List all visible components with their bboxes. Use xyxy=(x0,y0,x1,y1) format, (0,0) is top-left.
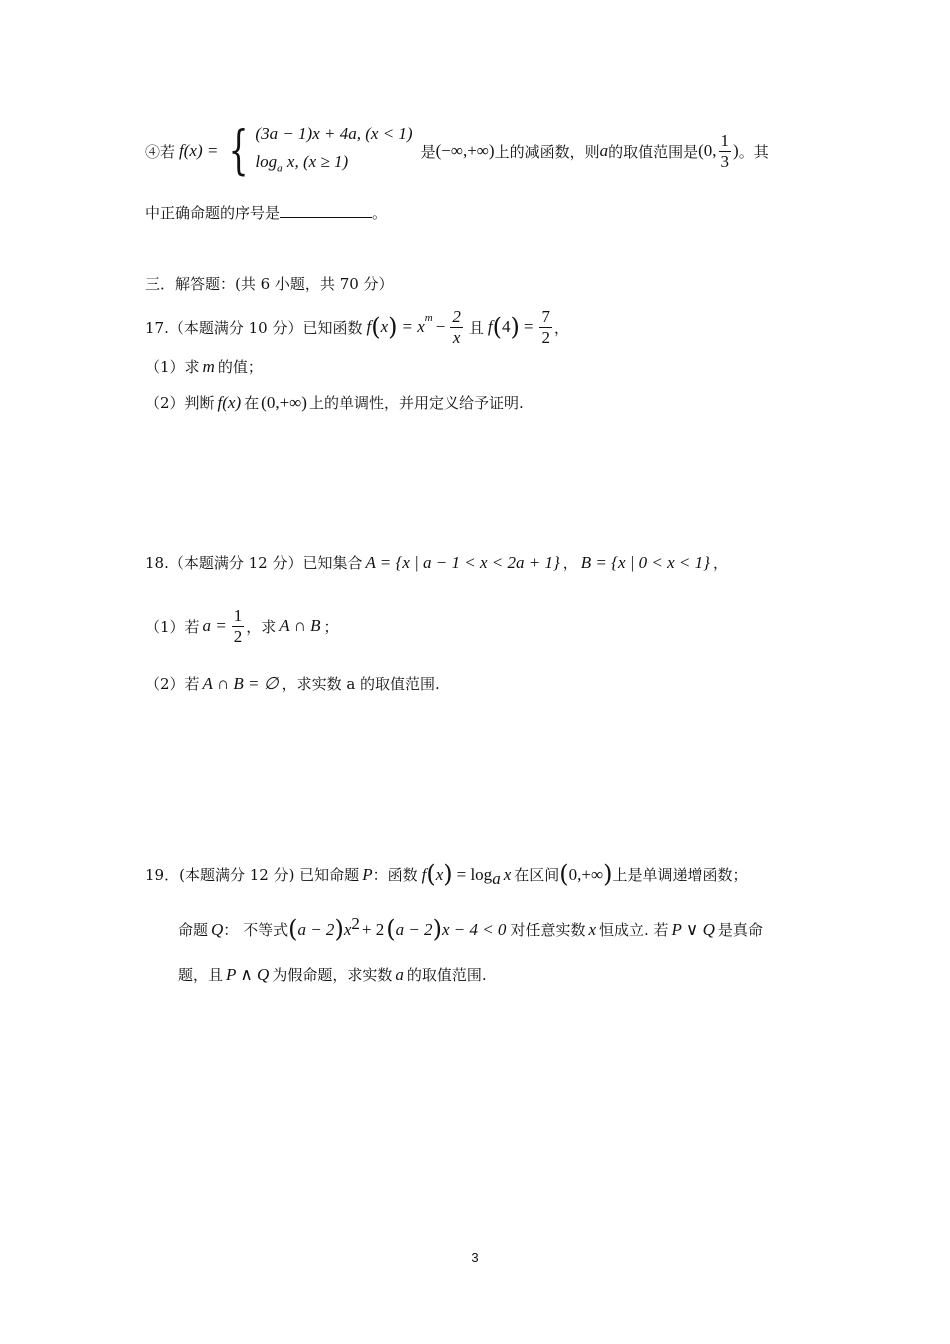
q19-l2-mid: 对任意实数 xyxy=(510,921,586,939)
answer-end: 。 xyxy=(372,204,388,222)
q19-l2-colon: ： 不等式 xyxy=(223,921,289,939)
q19-eq: = log xyxy=(456,865,493,884)
item4-mid: 是 xyxy=(420,142,436,161)
q19-P: P xyxy=(362,865,373,884)
paren-open: ( xyxy=(371,313,381,341)
q19-l2-a1: a − 2 xyxy=(297,920,335,939)
q19-l2-post: 是真命 xyxy=(717,921,763,939)
q17-value-fraction xyxy=(539,307,552,348)
q18-part1 xyxy=(145,602,339,650)
item4-case1: (3a − 1)x + 4a, (x < 1) xyxy=(255,123,413,143)
item4-var-a: a xyxy=(599,141,609,160)
q17-p2-interval: (0,+∞) xyxy=(261,393,307,412)
range-den: 3 xyxy=(720,151,730,171)
q19-Q: Q xyxy=(211,920,224,939)
q19-head: 19．(本题满分 12 分) 已知命题 xyxy=(145,866,360,884)
q18-p2-expr: A ∩ B = ∅ xyxy=(202,674,279,693)
q19-l2-or: P ∨ Q xyxy=(671,920,715,939)
item4-case2 xyxy=(255,148,412,182)
item4-tail: 。其 xyxy=(738,142,769,161)
q17-minus: − xyxy=(435,317,446,336)
q18-p1-a: a = xyxy=(202,616,227,635)
q17-and: 且 xyxy=(468,318,484,337)
q17-p2-pre: （2）判断 xyxy=(145,394,215,412)
item4-mid2: 上的减函数，则 xyxy=(494,142,600,161)
q17-frac-num: 2 xyxy=(452,306,461,326)
q17-f4: f xyxy=(487,317,493,336)
q19-base: a xyxy=(492,869,501,888)
q19-l2-plus: + 2 xyxy=(361,920,385,939)
paren-close: ) xyxy=(510,313,520,341)
paren-open: ( xyxy=(288,915,298,943)
q17-val-num: 7 xyxy=(541,306,550,326)
q18-line1 xyxy=(145,552,728,573)
q17-line1 xyxy=(145,304,569,350)
q18-p2-pre: （2）若 xyxy=(145,675,200,693)
item4-interval: (−∞,+∞) xyxy=(435,141,495,160)
q17-p2-fx: f(x) xyxy=(217,393,242,412)
q17-fraction xyxy=(450,307,463,348)
paren-close: ) xyxy=(334,915,344,943)
q18-p1-num: 1 xyxy=(233,605,243,625)
item4-line1 xyxy=(145,121,769,181)
log-text: log xyxy=(255,151,278,171)
q17-f: f xyxy=(366,317,372,336)
q19-line1 xyxy=(145,860,747,889)
paren-close: ) xyxy=(388,313,398,341)
range-num: 1 xyxy=(720,130,730,150)
q19-l2-x2: x xyxy=(343,920,352,939)
q19-f: f xyxy=(421,865,427,884)
q18-sep: ， xyxy=(562,554,578,572)
item4-fx: f(x) = xyxy=(179,141,219,160)
answer-prompt: 中正确命题的序号是 xyxy=(145,204,281,222)
q18-setB: B = {x | 0 < x < 1} xyxy=(580,553,710,572)
q18-p1-fraction xyxy=(232,606,245,647)
q19-interval: 0,+∞ xyxy=(568,865,604,884)
q19-post: 上是单调递增函数； xyxy=(612,866,748,884)
q18-p1-pre: （1）若 xyxy=(145,617,200,636)
q18-p1-post: ； xyxy=(323,617,339,636)
paren-close: ) xyxy=(443,860,453,888)
item4-line2 xyxy=(145,201,387,223)
q19-mid: 在区间 xyxy=(514,866,560,884)
q18-end: ， xyxy=(712,554,728,572)
q17-val-den: 2 xyxy=(541,327,550,347)
q17-p1-var: m xyxy=(202,357,215,376)
q18-p1-mid: ，求 xyxy=(246,617,277,636)
q19-l2-x: x xyxy=(588,920,596,939)
q19-l2-rest: x − 4 < 0 xyxy=(441,920,507,939)
piecewise-cases xyxy=(255,120,412,182)
q19-l2-pre: 命题 xyxy=(178,921,209,939)
q19-xv: x xyxy=(503,865,512,884)
q18-p1-den: 2 xyxy=(233,626,243,646)
q18-p2-post: ，求实数 a 的取值范围. xyxy=(281,675,440,693)
page-number: 3 xyxy=(471,1250,479,1265)
brace-symbol: { xyxy=(228,121,249,181)
q19-l3-post: 的取值范围. xyxy=(406,966,487,984)
q19-l3-mid: 为假命题，求实数 xyxy=(272,966,393,984)
case2-rest: x, (x ≥ 1) xyxy=(282,151,349,171)
q19-l2-mid2: 恒成立. 若 xyxy=(599,921,669,939)
q17-frac-den: x xyxy=(452,327,461,347)
paren-open: ( xyxy=(386,915,396,943)
paren-close: ) xyxy=(432,915,442,943)
q19-l3-and: P ∧ Q xyxy=(226,965,270,984)
paren-open: ( xyxy=(492,313,502,341)
item4-mid3: 的取值范围是 xyxy=(608,142,699,161)
log-base: a xyxy=(277,162,283,175)
q17-exp-m: m xyxy=(424,312,433,324)
range-fraction xyxy=(719,131,732,172)
q19-l2-a2: a − 2 xyxy=(395,920,433,939)
answer-blank[interactable] xyxy=(280,201,372,218)
q18-p1-expr: A ∩ B xyxy=(279,616,321,635)
paren-close: ) xyxy=(603,860,613,888)
q19-x: x xyxy=(435,865,444,884)
q18-part2 xyxy=(145,673,440,694)
paren-open: ( xyxy=(426,860,436,888)
q19-l3-a: a xyxy=(395,965,404,984)
q17-part1 xyxy=(145,356,263,377)
q18-head: 18.（本题满分 12 分）已知集合 xyxy=(145,554,363,572)
q17-comma: ， xyxy=(553,318,569,337)
q17-part2 xyxy=(145,392,524,413)
section3-title: 三．解答题：(共 6 小题，共 70 分） xyxy=(145,275,394,293)
q19-line3 xyxy=(178,964,487,985)
q19-line2 xyxy=(178,914,763,943)
q17-p1-post: 的值； xyxy=(217,358,263,376)
q17-eq2: = xyxy=(523,317,534,336)
q17-head: 17.（本题满分 10 分）已知函数 xyxy=(145,318,363,337)
q17-four: 4 xyxy=(501,317,511,336)
item4-lead: ④若 xyxy=(145,142,176,161)
range-open: (0, xyxy=(698,141,717,160)
paren-open: ( xyxy=(559,860,569,888)
q19-l2-sup: 2 xyxy=(351,914,360,933)
q19-l3-pre: 题，且 xyxy=(178,966,224,984)
q17-eq: = x xyxy=(401,317,425,336)
q17-p2-mid: 在 xyxy=(244,394,260,412)
q17-p2-post: 上的单调性，并用定义给予证明. xyxy=(308,394,524,412)
range-close: ) xyxy=(733,141,739,160)
q17-p1-pre: （1）求 xyxy=(145,358,200,376)
q19-colon: ：函数 xyxy=(372,866,418,884)
q17-x: x xyxy=(380,317,389,336)
q18-setA: A = {x | a − 1 < x < 2a + 1} xyxy=(365,553,560,572)
